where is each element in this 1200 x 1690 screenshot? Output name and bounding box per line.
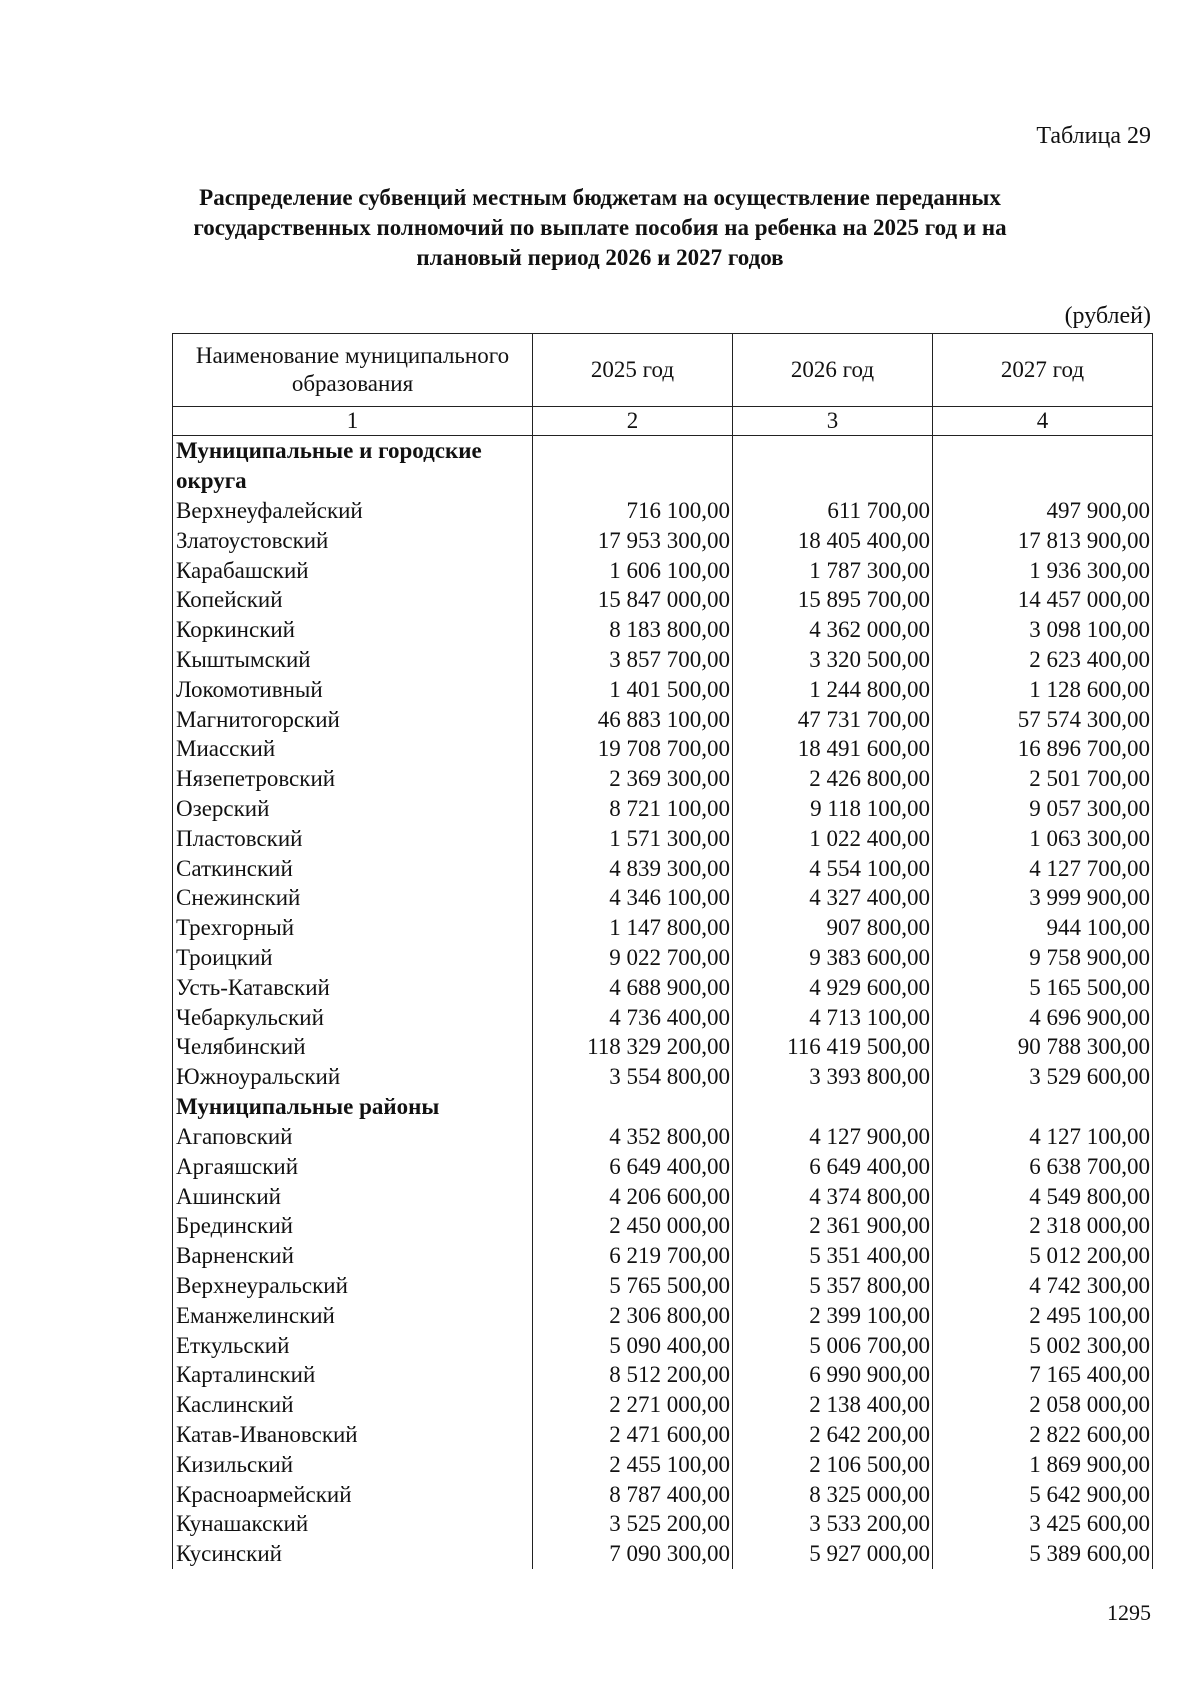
value-2025: 8 183 800,00 bbox=[533, 615, 733, 645]
value-2026: 18 491 600,00 bbox=[733, 734, 933, 764]
empty-cell bbox=[933, 1092, 1153, 1122]
table-row bbox=[173, 1241, 1153, 1271]
column-number-row bbox=[173, 407, 1153, 436]
section-heading: Муниципальные и городские округа bbox=[173, 436, 533, 497]
column-number: 3 bbox=[733, 407, 933, 436]
table-row bbox=[173, 734, 1153, 764]
value-2026: 116 419 500,00 bbox=[733, 1032, 933, 1062]
value-2026: 1 787 300,00 bbox=[733, 556, 933, 586]
municipality-name: Кусинский bbox=[173, 1539, 533, 1569]
value-2025: 8 721 100,00 bbox=[533, 794, 733, 824]
municipality-name: Миасский bbox=[173, 734, 533, 764]
value-2027: 7 165 400,00 bbox=[933, 1360, 1153, 1390]
value-2027: 3 098 100,00 bbox=[933, 615, 1153, 645]
table-row bbox=[173, 1271, 1153, 1301]
municipality-name: Магнитогорский bbox=[173, 705, 533, 735]
value-2027: 6 638 700,00 bbox=[933, 1152, 1153, 1182]
section-row bbox=[173, 1092, 1153, 1122]
value-2025: 4 688 900,00 bbox=[533, 973, 733, 1003]
value-2027: 944 100,00 bbox=[933, 913, 1153, 943]
value-2027: 5 165 500,00 bbox=[933, 973, 1153, 1003]
value-2025: 5 765 500,00 bbox=[533, 1271, 733, 1301]
table-row bbox=[173, 824, 1153, 854]
value-2027: 4 742 300,00 bbox=[933, 1271, 1153, 1301]
column-number: 2 bbox=[533, 407, 733, 436]
municipality-name: Карталинский bbox=[173, 1360, 533, 1390]
table-row bbox=[173, 1390, 1153, 1420]
value-2025: 1 401 500,00 bbox=[533, 675, 733, 705]
value-2025: 8 512 200,00 bbox=[533, 1360, 733, 1390]
header-2025-cell: 2025 год bbox=[533, 334, 733, 407]
value-2026: 8 325 000,00 bbox=[733, 1480, 933, 1510]
value-2027: 1 063 300,00 bbox=[933, 824, 1153, 854]
value-2026: 5 357 800,00 bbox=[733, 1271, 933, 1301]
value-2026: 6 990 900,00 bbox=[733, 1360, 933, 1390]
value-2026: 2 138 400,00 bbox=[733, 1390, 933, 1420]
municipality-name: Челябинский bbox=[173, 1032, 533, 1062]
value-2027: 2 501 700,00 bbox=[933, 764, 1153, 794]
value-2026: 2 399 100,00 bbox=[733, 1301, 933, 1331]
value-2025: 1 571 300,00 bbox=[533, 824, 733, 854]
value-2027: 16 896 700,00 bbox=[933, 734, 1153, 764]
municipality-name: Локомотивный bbox=[173, 675, 533, 705]
municipality-name: Озерский bbox=[173, 794, 533, 824]
table-row bbox=[173, 764, 1153, 794]
value-2026: 3 393 800,00 bbox=[733, 1062, 933, 1092]
value-2025: 6 219 700,00 bbox=[533, 1241, 733, 1271]
value-2027: 90 788 300,00 bbox=[933, 1032, 1153, 1062]
table-row bbox=[173, 1003, 1153, 1033]
table-row bbox=[173, 1062, 1153, 1092]
value-2026: 1 244 800,00 bbox=[733, 675, 933, 705]
value-2025: 2 271 000,00 bbox=[533, 1390, 733, 1420]
municipality-name: Кунашакский bbox=[173, 1509, 533, 1539]
value-2026: 2 361 900,00 bbox=[733, 1211, 933, 1241]
value-2026: 2 642 200,00 bbox=[733, 1420, 933, 1450]
table-row bbox=[173, 615, 1153, 645]
value-2026: 907 800,00 bbox=[733, 913, 933, 943]
table-row bbox=[173, 1539, 1153, 1569]
value-2026: 4 127 900,00 bbox=[733, 1122, 933, 1152]
municipality-name: Копейский bbox=[173, 585, 533, 615]
value-2025: 7 090 300,00 bbox=[533, 1539, 733, 1569]
municipality-name: Еткульский bbox=[173, 1331, 533, 1361]
table-row bbox=[173, 1301, 1153, 1331]
value-2025: 2 306 800,00 bbox=[533, 1301, 733, 1331]
municipality-name: Ашинский bbox=[173, 1182, 533, 1212]
table-row bbox=[173, 913, 1153, 943]
value-2027: 9 758 900,00 bbox=[933, 943, 1153, 973]
municipality-name: Снежинский bbox=[173, 883, 533, 913]
table-row bbox=[173, 1480, 1153, 1510]
municipality-name: Троицкий bbox=[173, 943, 533, 973]
value-2027: 3 425 600,00 bbox=[933, 1509, 1153, 1539]
value-2025: 118 329 200,00 bbox=[533, 1032, 733, 1062]
municipality-name: Катав-Ивановский bbox=[173, 1420, 533, 1450]
municipality-name: Пластовский bbox=[173, 824, 533, 854]
table-row bbox=[173, 585, 1153, 615]
units-label: (рублей) bbox=[1064, 303, 1151, 329]
value-2025: 19 708 700,00 bbox=[533, 734, 733, 764]
table-row bbox=[173, 854, 1153, 884]
table-row bbox=[173, 1360, 1153, 1390]
table-row bbox=[173, 705, 1153, 735]
value-2026: 3 533 200,00 bbox=[733, 1509, 933, 1539]
value-2027: 57 574 300,00 bbox=[933, 705, 1153, 735]
header-2027-cell: 2027 год bbox=[933, 334, 1153, 407]
value-2025: 1 147 800,00 bbox=[533, 913, 733, 943]
value-2026: 15 895 700,00 bbox=[733, 585, 933, 615]
municipality-name: Нязепетровский bbox=[173, 764, 533, 794]
value-2026: 6 649 400,00 bbox=[733, 1152, 933, 1182]
value-2027: 5 002 300,00 bbox=[933, 1331, 1153, 1361]
page-number: 1295 bbox=[1107, 1600, 1151, 1625]
value-2027: 14 457 000,00 bbox=[933, 585, 1153, 615]
table-row bbox=[173, 1211, 1153, 1241]
table-row bbox=[173, 1509, 1153, 1539]
value-2026: 4 374 800,00 bbox=[733, 1182, 933, 1212]
value-2026: 18 405 400,00 bbox=[733, 526, 933, 556]
value-2025: 4 206 600,00 bbox=[533, 1182, 733, 1212]
value-2025: 3 554 800,00 bbox=[533, 1062, 733, 1092]
empty-cell bbox=[933, 436, 1153, 497]
value-2025: 6 649 400,00 bbox=[533, 1152, 733, 1182]
value-2025: 1 606 100,00 bbox=[533, 556, 733, 586]
municipality-name: Верхнеуральский bbox=[173, 1271, 533, 1301]
value-2026: 9 383 600,00 bbox=[733, 943, 933, 973]
value-2025: 8 787 400,00 bbox=[533, 1480, 733, 1510]
municipality-name: Кизильский bbox=[173, 1450, 533, 1480]
value-2026: 2 426 800,00 bbox=[733, 764, 933, 794]
municipality-name: Брединский bbox=[173, 1211, 533, 1241]
value-2027: 2 623 400,00 bbox=[933, 645, 1153, 675]
value-2027: 3 529 600,00 bbox=[933, 1062, 1153, 1092]
value-2027: 5 389 600,00 bbox=[933, 1539, 1153, 1569]
table-row bbox=[173, 883, 1153, 913]
table-row bbox=[173, 1420, 1153, 1450]
table-label: Таблица 29 bbox=[1036, 123, 1151, 149]
header-2026-cell: 2026 год bbox=[733, 334, 933, 407]
value-2026: 5 006 700,00 bbox=[733, 1331, 933, 1361]
value-2026: 2 106 500,00 bbox=[733, 1450, 933, 1480]
table-row bbox=[173, 1122, 1153, 1152]
value-2026: 3 320 500,00 bbox=[733, 645, 933, 675]
value-2027: 1 869 900,00 bbox=[933, 1450, 1153, 1480]
header-row bbox=[173, 334, 1153, 407]
municipality-name: Карабашский bbox=[173, 556, 533, 586]
table-row bbox=[173, 1450, 1153, 1480]
value-2026: 4 554 100,00 bbox=[733, 854, 933, 884]
value-2027: 2 495 100,00 bbox=[933, 1301, 1153, 1331]
table-row bbox=[173, 526, 1153, 556]
municipality-name: Агаповский bbox=[173, 1122, 533, 1152]
value-2025: 5 090 400,00 bbox=[533, 1331, 733, 1361]
value-2027: 5 012 200,00 bbox=[933, 1241, 1153, 1271]
table-row bbox=[173, 1182, 1153, 1212]
value-2027: 497 900,00 bbox=[933, 496, 1153, 526]
title-line: государственных полномочий по выплате пособия на ребенка на 2025 год и на bbox=[193, 215, 1007, 240]
table-row bbox=[173, 675, 1153, 705]
empty-cell bbox=[733, 436, 933, 497]
value-2027: 4 696 900,00 bbox=[933, 1003, 1153, 1033]
value-2027: 4 549 800,00 bbox=[933, 1182, 1153, 1212]
section-row bbox=[173, 436, 1153, 497]
municipality-name: Верхнеуфалейский bbox=[173, 496, 533, 526]
value-2026: 9 118 100,00 bbox=[733, 794, 933, 824]
empty-cell bbox=[533, 436, 733, 497]
table-row bbox=[173, 1331, 1153, 1361]
value-2026: 4 713 100,00 bbox=[733, 1003, 933, 1033]
value-2027: 1 128 600,00 bbox=[933, 675, 1153, 705]
value-2025: 4 839 300,00 bbox=[533, 854, 733, 884]
value-2026: 4 327 400,00 bbox=[733, 883, 933, 913]
table-body bbox=[173, 436, 1153, 1569]
value-2025: 4 352 800,00 bbox=[533, 1122, 733, 1152]
subvention-table bbox=[172, 333, 1153, 1569]
empty-cell bbox=[533, 1092, 733, 1122]
municipality-name: Златоустовский bbox=[173, 526, 533, 556]
value-2025: 2 471 600,00 bbox=[533, 1420, 733, 1450]
value-2025: 17 953 300,00 bbox=[533, 526, 733, 556]
value-2026: 5 351 400,00 bbox=[733, 1241, 933, 1271]
value-2027: 5 642 900,00 bbox=[933, 1480, 1153, 1510]
value-2027: 1 936 300,00 bbox=[933, 556, 1153, 586]
value-2025: 2 450 000,00 bbox=[533, 1211, 733, 1241]
municipality-name: Кыштымский bbox=[173, 645, 533, 675]
table-row bbox=[173, 1152, 1153, 1182]
municipality-name: Варненский bbox=[173, 1241, 533, 1271]
value-2025: 9 022 700,00 bbox=[533, 943, 733, 973]
value-2025: 46 883 100,00 bbox=[533, 705, 733, 735]
value-2027: 2 058 000,00 bbox=[933, 1390, 1153, 1420]
value-2026: 47 731 700,00 bbox=[733, 705, 933, 735]
column-number: 4 bbox=[933, 407, 1153, 436]
column-number: 1 bbox=[173, 407, 533, 436]
value-2026: 5 927 000,00 bbox=[733, 1539, 933, 1569]
value-2026: 1 022 400,00 bbox=[733, 824, 933, 854]
value-2027: 2 318 000,00 bbox=[933, 1211, 1153, 1241]
empty-cell bbox=[733, 1092, 933, 1122]
value-2025: 4 346 100,00 bbox=[533, 883, 733, 913]
table-row bbox=[173, 943, 1153, 973]
value-2026: 4 362 000,00 bbox=[733, 615, 933, 645]
municipality-name: Аргаяшский bbox=[173, 1152, 533, 1182]
document-title bbox=[150, 183, 1050, 273]
value-2027: 4 127 100,00 bbox=[933, 1122, 1153, 1152]
title-line: Распределение субвенций местным бюджетам на осуществление переданных bbox=[199, 185, 1001, 210]
table-row bbox=[173, 556, 1153, 586]
value-2025: 716 100,00 bbox=[533, 496, 733, 526]
title-line: плановый период 2026 и 2027 годов bbox=[416, 245, 784, 270]
municipality-name: Саткинский bbox=[173, 854, 533, 884]
municipality-name: Коркинский bbox=[173, 615, 533, 645]
municipality-name: Еманжелинский bbox=[173, 1301, 533, 1331]
header-name-cell: Наименование муниципального образования bbox=[173, 334, 533, 407]
value-2025: 2 455 100,00 bbox=[533, 1450, 733, 1480]
table-row bbox=[173, 645, 1153, 675]
table-row bbox=[173, 973, 1153, 1003]
value-2025: 3 857 700,00 bbox=[533, 645, 733, 675]
municipality-name: Усть-Катавский bbox=[173, 973, 533, 1003]
municipality-name: Красноармейский bbox=[173, 1480, 533, 1510]
value-2026: 611 700,00 bbox=[733, 496, 933, 526]
table-row bbox=[173, 496, 1153, 526]
value-2025: 3 525 200,00 bbox=[533, 1509, 733, 1539]
value-2025: 2 369 300,00 bbox=[533, 764, 733, 794]
value-2027: 17 813 900,00 bbox=[933, 526, 1153, 556]
value-2027: 4 127 700,00 bbox=[933, 854, 1153, 884]
municipality-name: Чебаркульский bbox=[173, 1003, 533, 1033]
value-2027: 3 999 900,00 bbox=[933, 883, 1153, 913]
value-2026: 4 929 600,00 bbox=[733, 973, 933, 1003]
municipality-name: Южноуральский bbox=[173, 1062, 533, 1092]
section-heading: Муниципальные районы bbox=[173, 1092, 533, 1122]
value-2025: 15 847 000,00 bbox=[533, 585, 733, 615]
value-2027: 2 822 600,00 bbox=[933, 1420, 1153, 1450]
municipality-name: Каслинский bbox=[173, 1390, 533, 1420]
value-2027: 9 057 300,00 bbox=[933, 794, 1153, 824]
table-row bbox=[173, 1032, 1153, 1062]
municipality-name: Трехгорный bbox=[173, 913, 533, 943]
table-row bbox=[173, 794, 1153, 824]
value-2025: 4 736 400,00 bbox=[533, 1003, 733, 1033]
